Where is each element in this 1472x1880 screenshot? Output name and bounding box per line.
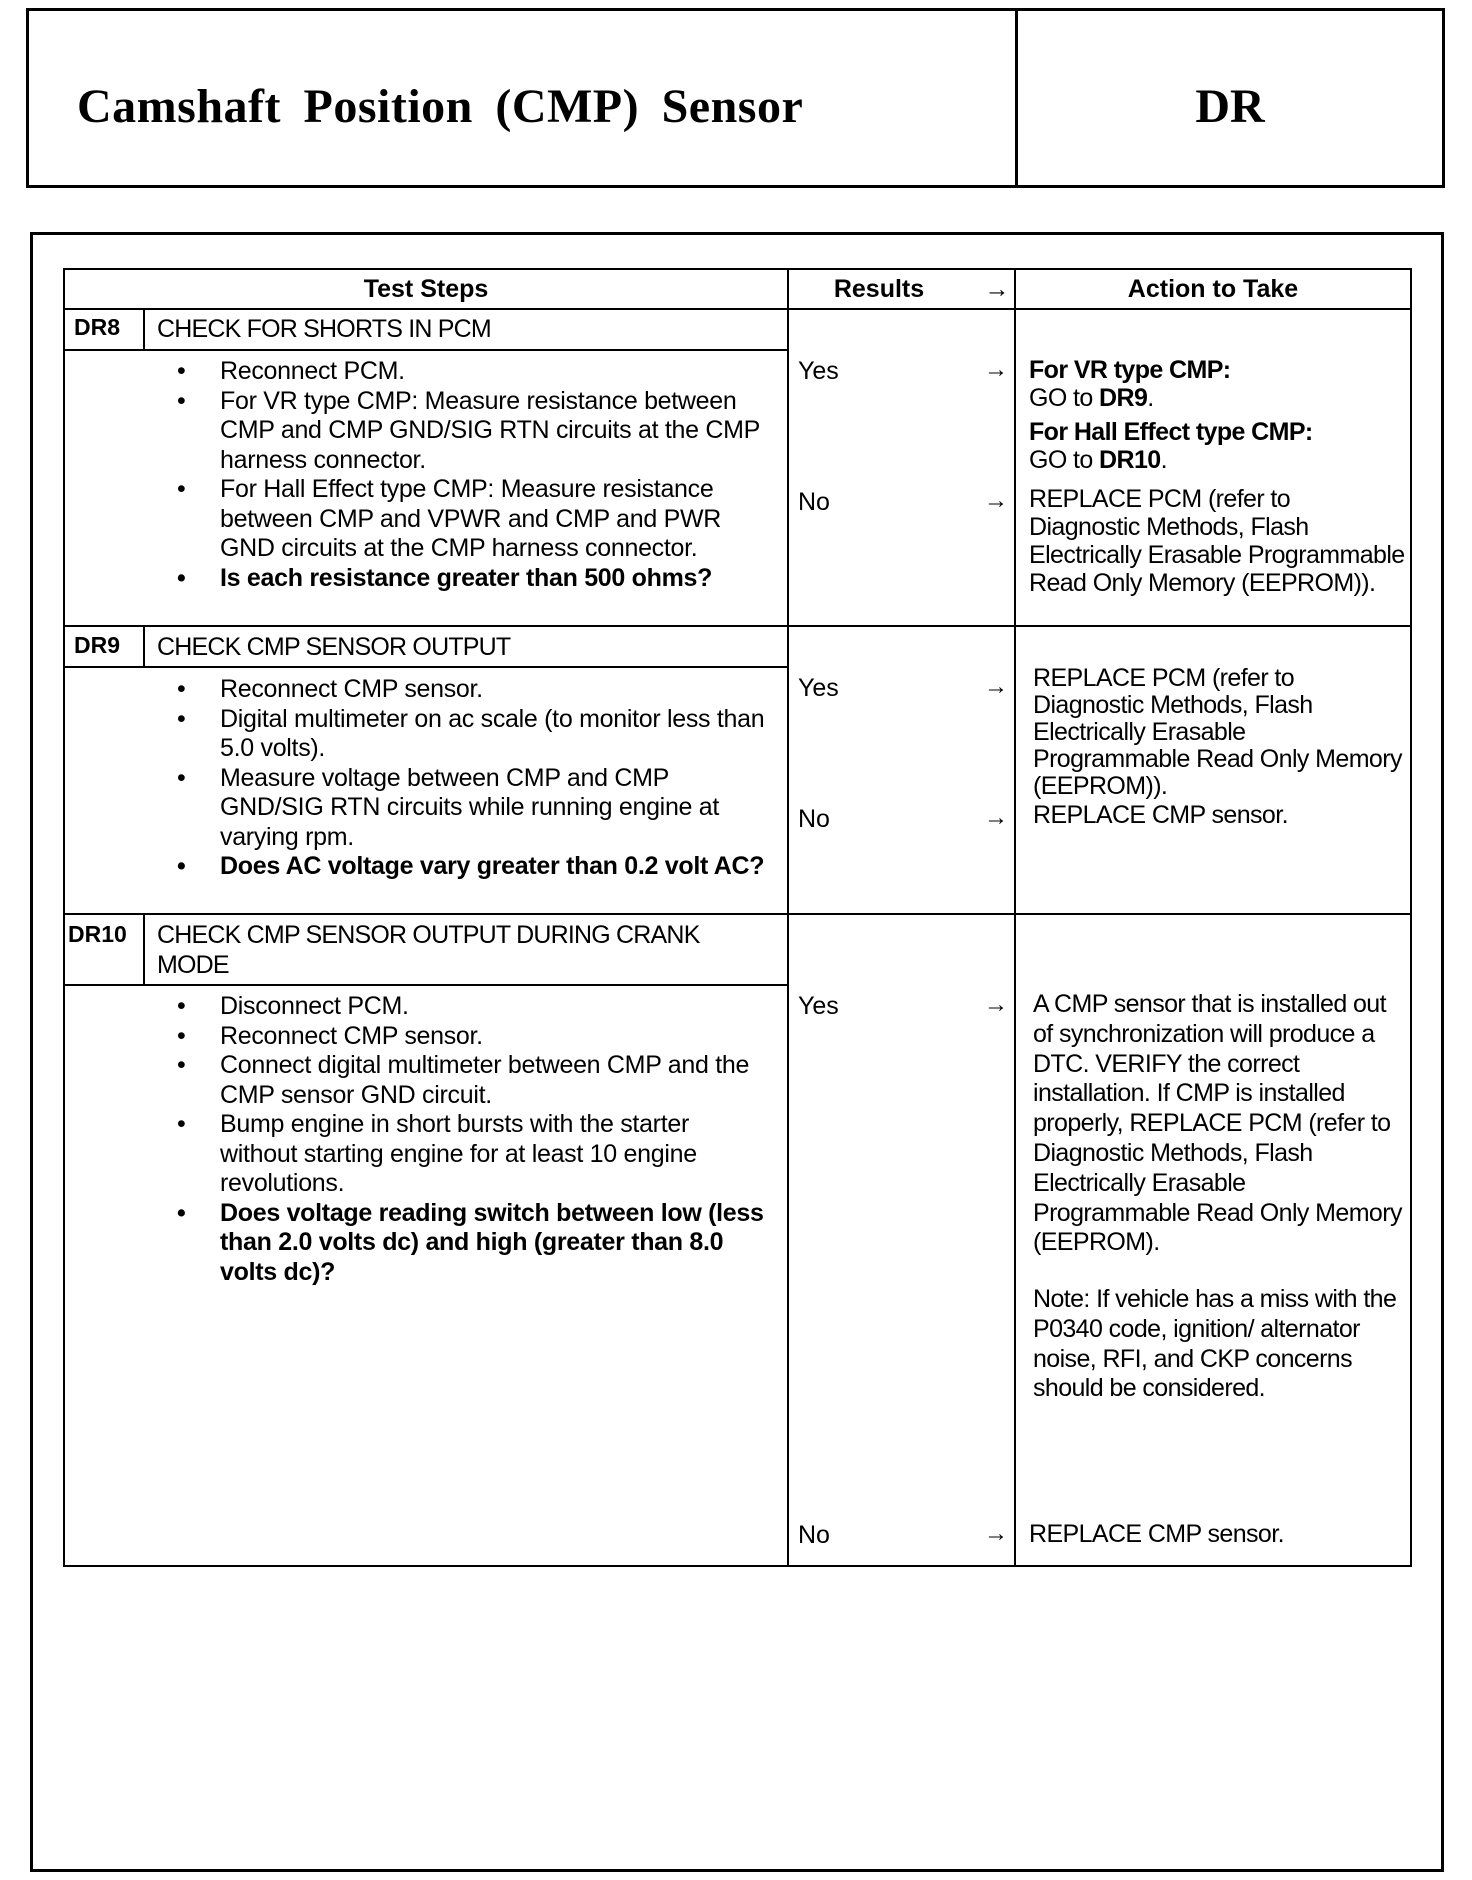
header-action: Action to Take bbox=[1127, 275, 1299, 303]
no-action: REPLACE PCM (refer to Diagnostic Methods, Flash Electrically Erasable Programmable Read Only Memory (EEPROM)). bbox=[1029, 485, 1405, 597]
result-yes: Yes bbox=[798, 357, 839, 385]
header-results: Results bbox=[833, 275, 925, 303]
yes-action: REPLACE PCM (refer to Diagnostic Methods, Flash Electrically Erasable Programmable Read Only Memory (EEPROM)). bbox=[1033, 664, 1402, 800]
yes-action: For VR type CMP: GO to DR9. For Hall Effect type CMP: GO to DR10. bbox=[1029, 356, 1313, 474]
no-action: REPLACE CMP sensor. bbox=[1029, 1520, 1284, 1548]
arrow-icon: → bbox=[984, 356, 1008, 383]
step-id: DR10 bbox=[68, 921, 127, 947]
header-results-arrow: → bbox=[984, 275, 1010, 303]
step-bullets bbox=[155, 675, 765, 882]
step-id: DR9 bbox=[74, 632, 121, 658]
step-question: • Does AC voltage vary greater than 0.2 volt AC? bbox=[155, 852, 765, 882]
header-test-steps: Test Steps bbox=[363, 275, 489, 303]
arrow-icon: → bbox=[984, 487, 1008, 514]
list-item: • Bump engine in short bursts with the starter without starting engine for at least 10 engine revolutions. bbox=[155, 1110, 765, 1199]
step-id: DR8 bbox=[74, 314, 121, 340]
step-title: CHECK CMP SENSOR OUTPUT DURING CRANK MODE bbox=[157, 921, 700, 979]
result-no: No bbox=[798, 805, 830, 833]
list-item: • Reconnect PCM. bbox=[155, 357, 765, 387]
result-no: No bbox=[798, 1521, 830, 1549]
yes-action: A CMP sensor that is installed out of synchronization will produce a DTC. VERIFY the correct installation. If CMP is installed properly, REPLACE PCM (refer to Diagnostic Methods, Flash Electrically Erasable Programmable Read Only Memory (EEPROM). bbox=[1033, 990, 1402, 1257]
yes-note: Note: If vehicle has a miss with the P0340 code, ignition/ alternator noise, RFI, and CKP concerns should be considered. bbox=[1033, 1285, 1397, 1403]
page-title: Camshaft Position (CMP) Sensor bbox=[77, 80, 804, 133]
step-bullets bbox=[155, 992, 765, 1287]
result-no: No bbox=[798, 488, 830, 516]
step-question: • Is each resistance greater than 500 ohms? bbox=[155, 564, 765, 594]
step-title: CHECK CMP SENSOR OUTPUT bbox=[157, 633, 511, 661]
list-item: • For VR type CMP: Measure resistance between CMP and CMP GND/SIG RTN circuits at the CMP harness connector. bbox=[155, 387, 765, 476]
list-item: • Digital multimeter on ac scale (to monitor less than 5.0 volts). bbox=[155, 705, 765, 764]
list-item: • Measure voltage between CMP and CMP GND/SIG RTN circuits while running engine at varying rpm. bbox=[155, 764, 765, 853]
title-box bbox=[26, 8, 1018, 188]
step-title: CHECK FOR SHORTS IN PCM bbox=[157, 315, 491, 343]
result-yes: Yes bbox=[798, 674, 839, 702]
list-item: • Reconnect CMP sensor. bbox=[155, 675, 765, 705]
section-code: DR bbox=[1195, 80, 1265, 133]
arrow-icon: → bbox=[984, 804, 1008, 831]
step-bullets bbox=[155, 357, 765, 593]
arrow-icon: → bbox=[984, 991, 1008, 1018]
no-action: REPLACE CMP sensor. bbox=[1033, 801, 1288, 829]
arrow-icon: → bbox=[984, 1520, 1008, 1547]
arrow-icon: → bbox=[984, 673, 1008, 700]
list-item: • Reconnect CMP sensor. bbox=[155, 1022, 765, 1052]
list-item: • Disconnect PCM. bbox=[155, 992, 765, 1022]
list-item: • Connect digital multimeter between CMP and the CMP sensor GND circuit. bbox=[155, 1051, 765, 1110]
code-box bbox=[1015, 8, 1445, 188]
list-item: • For Hall Effect type CMP: Measure resistance between CMP and VPWR and CMP and PWR GND circuits at the CMP harness connector. bbox=[155, 475, 765, 564]
result-yes: Yes bbox=[798, 992, 839, 1020]
step-question: • Does voltage reading switch between low (less than 2.0 volts dc) and high (greater than 8.0 volts dc)? bbox=[155, 1199, 765, 1288]
